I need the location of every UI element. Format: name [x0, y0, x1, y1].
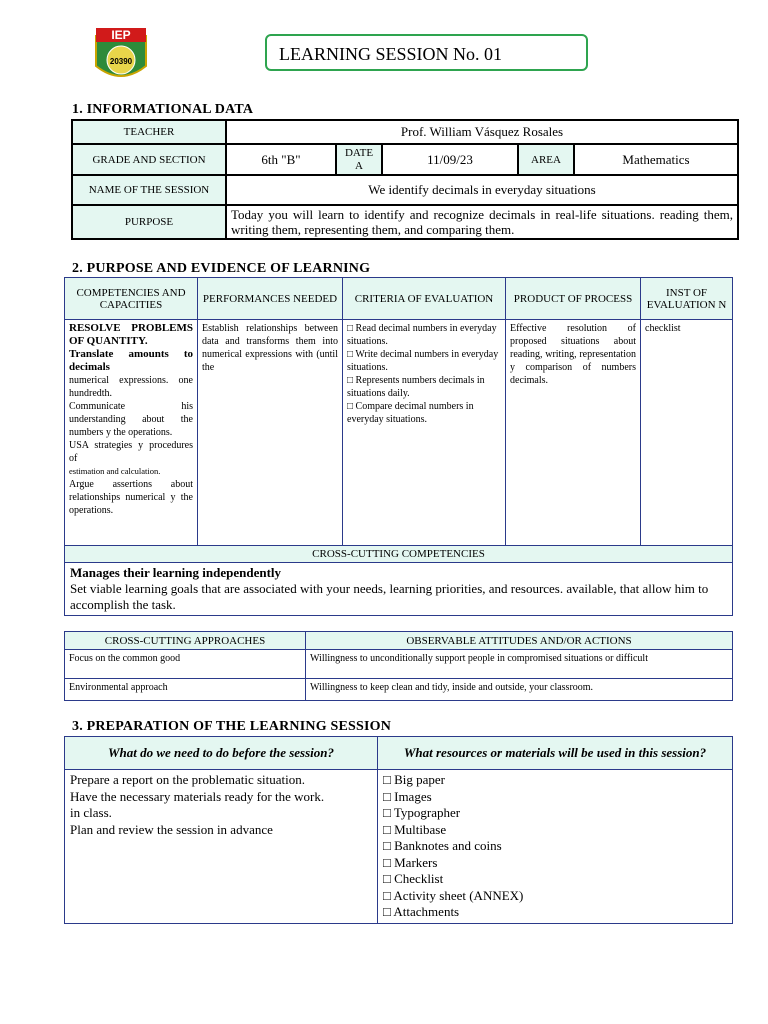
header-competencies: COMPETENCIES AND CAPACITIES	[65, 278, 198, 320]
area-label: AREA	[518, 144, 574, 175]
grade-value: 6th "B"	[226, 144, 336, 175]
criteria-cell	[343, 320, 506, 546]
approach-cell: Focus on the common good	[65, 650, 306, 679]
material-item: □ Images	[383, 788, 432, 804]
section-1-heading: 1. INFORMATIONAL DATA	[72, 102, 254, 117]
session-name-label: NAME OF THE SESSION	[72, 175, 226, 205]
prep-line: Plan and review the session in advance	[70, 821, 273, 837]
area-value: Mathematics	[574, 144, 738, 175]
purpose-label: PURPOSE	[72, 205, 226, 239]
material-item: □ Banknotes and coins	[383, 838, 502, 853]
capacity-3: USA strategies y procedures of	[69, 440, 193, 464]
material-item: □ Markers	[383, 854, 438, 870]
section-2-heading: 2. PURPOSE AND EVIDENCE OF LEARNING	[72, 261, 371, 276]
before-session-cell	[65, 770, 378, 924]
approaches-table	[64, 631, 733, 701]
material-item: □ Checklist	[383, 871, 444, 886]
informational-data-table	[71, 119, 739, 240]
competency-title: RESOLVE PROBLEMS OF QUANTITY.	[69, 322, 193, 347]
criteria-item: □ Write decimal numbers in everyday situations.	[347, 349, 499, 373]
material-item: □ Typographer	[383, 805, 461, 820]
teacher-label: TEACHER	[72, 120, 226, 144]
header-before-session: What do we need to do before the session?	[65, 737, 378, 770]
capacity-1-title: Translate amounts to decimals	[69, 348, 193, 373]
capacity-1-text: numerical expressions. one hundredth.	[69, 375, 193, 399]
logo-top-text: IEP	[111, 28, 131, 42]
section-3-heading: 3. PREPARATION OF THE LEARNING SESSION	[72, 719, 392, 734]
header-actions: OBSERVABLE ATTITUDES AND/OR ACTIONS	[306, 632, 733, 650]
logo-number-text: 20390	[109, 57, 133, 66]
capacity-3-small: estimation and calculation.	[69, 466, 161, 476]
capacity-4: Argue assertions about relationships numerical y the operations.	[69, 479, 193, 516]
date-value: 11/09/23	[382, 144, 518, 175]
material-item: □ Activity sheet (ANNEX)	[383, 887, 524, 903]
material-item: □ Attachments	[383, 904, 460, 919]
competencies-cell	[65, 320, 198, 546]
header-performances: PERFORMANCES NEEDED	[198, 278, 343, 320]
cross-competencies-cell	[65, 563, 733, 616]
prep-line: in class.	[70, 805, 112, 820]
purpose-evidence-table	[64, 277, 733, 616]
material-item: □ Big paper	[383, 772, 446, 787]
purpose-value: Today you will learn to identify and recognize decimals in real-life situations. reading them, writing them, representing them, and comparing them.	[226, 205, 738, 239]
header-criteria: CRITERIA OF EVALUATION	[343, 278, 506, 320]
material-item: □ Multibase	[383, 821, 447, 837]
approach-cell: Environmental approach	[65, 679, 306, 701]
performance-cell: Establish relationships between data and transforms them into numerical expressions with (until the	[198, 320, 343, 546]
criteria-item: □ Compare decimal numbers in everyday situations.	[347, 401, 474, 425]
preparation-table	[64, 736, 733, 924]
header-materials: What resources or materials will be used in this session?	[378, 737, 733, 770]
logo-bottom-text: CHANCAY	[111, 76, 131, 81]
criteria-item: □ Read decimal numbers in everyday situations.	[347, 323, 497, 347]
action-cell: Willingness to keep clean and tidy, inside and outside, your classroom.	[306, 679, 733, 701]
criteria-item: □ Represents numbers decimals in situations daily.	[347, 375, 485, 399]
session-name-value: We identify decimals in everyday situations	[226, 175, 738, 205]
header-approaches: CROSS-CUTTING APPROACHES	[65, 632, 306, 650]
prep-line: Prepare a report on the problematic situation.	[70, 772, 306, 787]
header-product: PRODUCT OF PROCESS	[506, 278, 641, 320]
cross-competencies-heading: CROSS-CUTTING COMPETENCIES	[65, 546, 733, 563]
date-label: DATE A	[336, 144, 382, 175]
action-cell: Willingness to unconditionally support people in compromised situations or difficult	[306, 650, 733, 679]
school-logo	[94, 26, 148, 84]
cross-competency-title: Manages their learning independently	[70, 565, 282, 580]
header-instrument: INST OF EVALUATION N	[641, 278, 733, 320]
instrument-cell: checklist	[641, 320, 733, 546]
capacity-2: Communicate his understanding about the numbers y the operations.	[69, 401, 193, 438]
prep-line: Have the necessary materials ready for the work.	[70, 788, 325, 804]
cross-competency-text: Set viable learning goals that are associated with your needs, learning priorities, and resources. available, that allow him to accomplish the task.	[70, 581, 709, 612]
grade-label: GRADE AND SECTION	[72, 144, 226, 175]
teacher-value: Prof. William Vásquez Rosales	[226, 120, 738, 144]
materials-cell	[378, 770, 733, 924]
product-cell: Effective resolution of proposed situations about reading, writing, representation y comparison of numbers decimals.	[506, 320, 641, 546]
session-title: LEARNING SESSION No. 01	[265, 34, 588, 71]
